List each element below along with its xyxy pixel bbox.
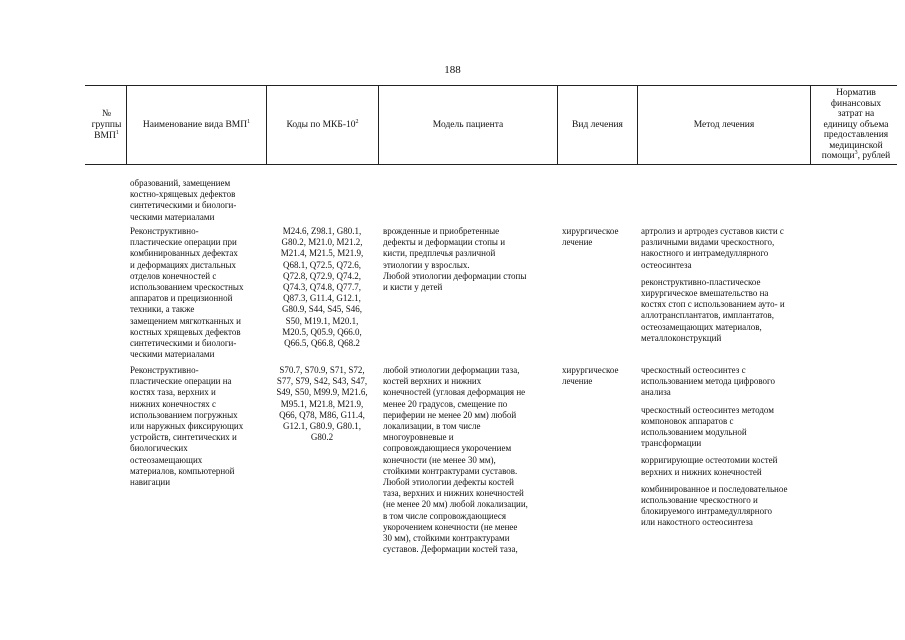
row-3-vmp-name: Реконструктивно- пластические операции на костях таза, верхних и нижних конечностях с использованием погружных или наружных фиксирующих устройств, синтетических и биологических остеозамещающих материалов, компьютерной навигации [130, 365, 244, 488]
header-treatment-method: Метод лечения [693, 119, 755, 130]
method-item: артролиз и артродез суставов кисти с различными видами чрескостного, накостного и интрамедуллярного остеосинтеза [641, 226, 784, 270]
method-item: реконструктивно-пластическое хирургическое вмешательство на костях стоп с использованием ауто- и аллотрансплантатов, имплантатов, остеозамещающих материалов, металлоконструкций [641, 276, 785, 343]
method-item: корригирующие остеотомии костей верхних и нижних конечностей [641, 455, 778, 477]
row-3-treatment-type: хирургическое лечение [562, 365, 619, 387]
header-vmp-name: Наименование вида ВМП$^1$ [142, 118, 251, 130]
header-patient-model: Модель пациента [432, 119, 504, 130]
header-financial-norm: Норматив финансовых затрат на единицу объема предоставления медицинской помощи$^3$, рублей [821, 87, 891, 162]
row-3-icd-codes: S70.7, S70.9, S71, S72, S77, S79, S42, S43, S47, S49, S50, M99.9, M21.6, M95.1, M21.8, M21.9, Q66, Q78, M86, G11.4, G12.1, G80.9, G80.1, G80.2 [276, 365, 368, 443]
row-2-treatment-type: хирургическое лечение [562, 226, 619, 248]
row-1-vmp-name: образований, замещением костно-хрящевых дефектов синтетическими и биологи- ческими материалами [130, 178, 237, 222]
method-item: чрескостный остеосинтез методом компоновок аппаратов с использованием модульной трансформации [641, 404, 774, 449]
header-group-number: № группы ВМП$^1$ [91, 108, 122, 141]
header-icd-codes: Коды по МКБ-$10^2$ [286, 118, 359, 130]
row-3-treatment-methods [641, 365, 811, 529]
row-2-vmp-name: Реконструктивно- пластические операции при комбинированных дефектах и деформациях дистальных отделов конечностей с использованием чрескостных аппаратов и прецизионной техники, а также замещением мягкотканных и костных хрящевых дефектов синтетическими и биологи- ческими материалами [130, 226, 244, 360]
method-item: комбинированное и последовательное использование чрескостного и блокируемого интрамедуллярного или накостного остеосинтеза [641, 483, 788, 528]
row-2-treatment-methods [641, 226, 811, 344]
row-3-patient-model: любой этиологии деформации таза, костей верхних и нижних конечностей (угловая деформация не менее 20 градусов, смещение по периферии не менее 20 мм) любой локализации, в том числе многоуровневые и сопровождающиеся укорочением конечности (не менее 30 мм), стойкими контрактурами суставов. Любой этиологии дефекты костей таза, верхних и нижних конечностей (не менее 20 мм) любой локализации, в том числе сопровождающиеся укорочением конечности (не менее 30 мм), стойкими контрактурами суставов. Деформации костей таза, [383, 365, 528, 555]
page-number: 188 [444, 64, 461, 76]
method-item: чрескостный остеосинтез с использованием метода цифрового анализа [641, 365, 775, 398]
header-bottom-border [85, 164, 897, 165]
header-treatment-type: Вид лечения [572, 119, 623, 130]
row-2-patient-model: врожденные и приобретенные дефекты и деформации стопы и кисти, предплечья различной этиологии у взрослых. Любой этиологии деформации стопы и кисти у детей [383, 226, 527, 293]
row-2-icd-codes: M24.6, Z98.1, G80.1, G80.2, M21.0, M21.2, M21.4, M21.5, M21.9, Q68.1, Q72.5, Q72.6, Q72.8, Q72.9, Q74.2, Q74.3, Q74.8, Q77.7, Q87.3, G11.4, G12.1, G80.9, S44, S45, S46, S50, M19.1, M20.1, M20.5, Q05.9, Q66.0, Q66.5, Q66.8, Q68.2 [280, 226, 364, 349]
